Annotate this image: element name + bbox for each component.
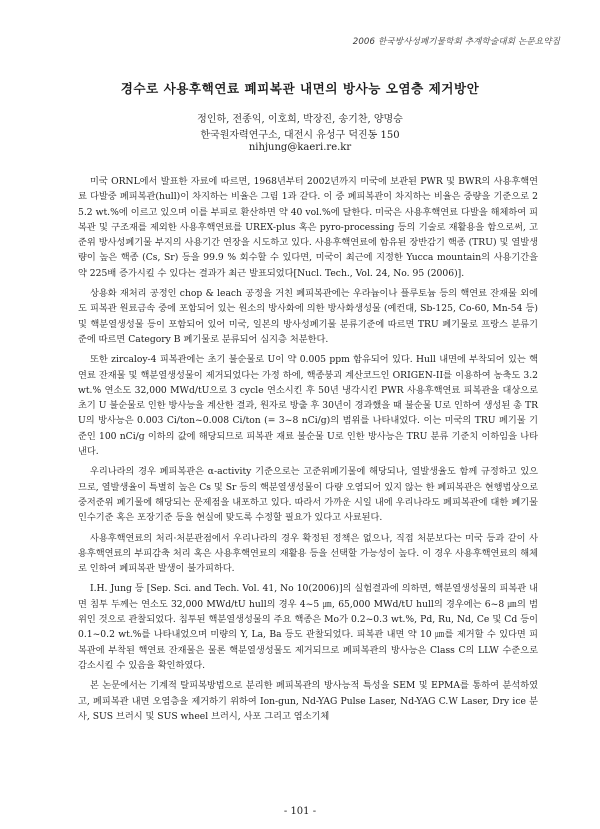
author-list: 정인하, 전종익, 이호희, 박장진, 송기찬, 양명승	[197, 114, 403, 125]
paragraph-3: 또한 zircaloy-4 피복관에는 초기 불순물로 U이 약 0.005 ppm 함유되어 있다. Hull 내면에 부착되어 있는 핵연료 잔재물 및 핵분열생성물이 제거되었다는 가정 하에, 핵종붕괴 계산코드인 ORIGEN-II를 이용하여 농축도 3.2 wt.% 연소도 32,000 MWd/tU으로 3 cycle 연소시킨 후 50년 냉각시킨 PWR 사용후핵연료 피복관을 대상으로 초기 U 불순물로 인한 방사능을 계산한 결과, 원자로 방출 후 30년이 경과했을 때 불순물 U로 인하여 생성된 총 TRU의 방사능은 0.003 Ci/ton~0.008 Ci/ton (= 3~8 nCi/g)의 범위를 나타내었다. 이는 미국의 TRU 폐기물 기준인 100 nCi/g 이하의 값에 해당되므로 피복관 재료 불순물 U로 인한 방사능은 TRU 분류 기준치 이하임을 나타낸다.	[78, 354, 538, 458]
page-number: - 101 -	[283, 806, 317, 817]
running-head: 2006 한국방사성폐기물학회 추계학술대회 논문요약집	[352, 37, 560, 47]
abstract-body	[78, 174, 538, 729]
author-email: nihjung@kaeri.re.kr	[248, 142, 352, 153]
affiliation: 한국원자력연구소, 대전시 유성구 덕진동 150	[200, 130, 400, 141]
paper-title: 경수로 사용후핵연료 폐피복관 내면의 방사능 오염층 제거방안	[120, 81, 480, 96]
paragraph-4: 우리나라의 경우 폐피복관은 α-activity 기준으로는 고준위폐기물에 해당되나, 열발생율도 함께 규정하고 있으므로, 열발생율이 특별히 높은 Cs 및 Sr 등의 핵분열생성물이 다량 오염되어 있지 않는 한 폐피복관은 현행법상으로 중저준위 폐기물에 해당되는 문제점을 내포하고 있다. 따라서 가까운 시일 내에 우리나라도 폐피복관에 대한 폐기물 인수기준 혹은 포장기준 등을 현실에 맞도록 수정할 필요가 있다고 사료된다.	[78, 466, 538, 524]
paragraph-7: 본 논문에서는 기계적 탈피복방법으로 분리한 폐피복관의 방사능적 특성을 SEM 및 EPMA를 통하여 분석하였고, 폐피복관 내면 오염층을 제거하기 위하여 Ion-gun, Nd-YAG Pulse Laser, Nd-YAG C.W Laser, Dry ice 분사, SUS 브러시 및 SUS wheel 브러시, 사포 그리고 염소기체	[78, 680, 538, 722]
paragraph-1: 미국 ORNL에서 발표한 자료에 따르면, 1968년부터 2002년까지 미국에 보관된 PWR 및 BWR의 사용후핵연료 다발중 폐피복관(hull)이 차지하는 비율은 그림 1과 같다. 이 중 폐피복관이 차지하는 비율은 중량을 기준으로 25.2 wt.%에 이르고 있으며 이를 부피로 환산하면 약 40 vol.%에 달한다. 미국은 사용후핵연료 다발을 해체하여 피복관 및 구조재를 제외한 사용후핵연료를 UREX-plus 혹은 pyro-processing 등의 기술로 재활용을 함으로써, 고준위 방사성폐기물 부지의 사용기간 연장을 시도하고 있다. 사용후핵연료에 함유된 장반감기 핵종 (TRU) 및 열발생량이 높은 핵종 (Cs, Sr) 등을 99.9 % 회수할 수 있다면, 미국이 최근에 지정한 Yucca mountain의 사용기간을 약 225배 증가시킬 수 있다는 결과가 최근 발표되었다[Nucl. Tech., Vol. 24, No. 95 (2006)].	[78, 176, 538, 279]
paragraph-2: 상용화 재처리 공정인 chop & leach 공정을 거친 폐피복관에는 우라늄이나 플루토늄 등의 핵연료 잔재물 외에도 피복관 원료금속 중에 포함되어 있는 원소의 방사화에 의한 방사화생성물 (예컨대, Sb-125, Co-60, Mn-54 등) 및 핵분열생성물 등이 포함되어 있어 미국, 일본의 방사성폐기물 분류기준에 따르면 TRU 폐기물로 프랑스 분류기준에 따르면 Category B 폐기물로 분류되어 심지층 처분한다.	[78, 288, 538, 345]
paragraph-6: I.H. Jung 등 [Sep. Sci. and Tech. Vol. 41, No 10(2006)]의 실험결과에 의하면, 핵분열생성물의 피복관 내면 침투 두께는 연소도 32,000 MWd/tU hull의 경우 4~5 ㎛, 65,000 MWd/tU hull의 경우에는 6~8 ㎛의 범위인 것으로 관찰되었다. 침투된 핵분열생성물의 주요 핵종은 Mo가 0.2~0.3 wt.%, Pd, Ru, Nd, Ce 및 Cd 등이 0.1~0.2 wt.%를 나타내었으며 미량의 Y, La, Ba 등도 관찰되었다. 피복관 내면 약 10 ㎛를 제거할 수 있다면 피복관에 부착된 핵연료 잔재물은 물론 핵분열생성물도 제거되므로 폐피복관의 방사능은 Class C의 LLW 수준으로 감소시킬 수 있음을 확인하였다.	[78, 583, 538, 671]
paragraph-5: 사용후핵연료의 처리·처분관점에서 우리나라의 경우 확정된 정책은 없으나, 직접 처분보다는 미국 등과 같이 사용후핵연료의 부피감축 처리 혹은 사용후핵연료의 재활용 등을 선택할 가능성이 높다. 이 경우 사용후핵연료의 해체로 인하여 폐피복관 발생이 불가피하다.	[78, 532, 538, 575]
